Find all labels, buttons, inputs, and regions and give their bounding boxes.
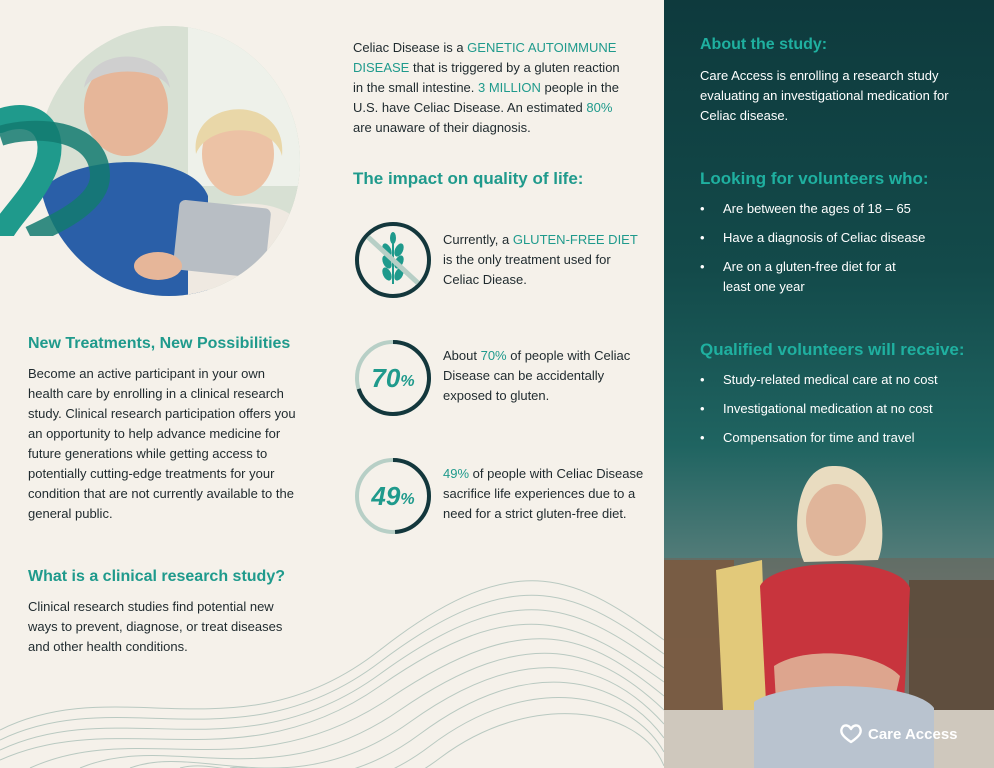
list-item: • Have a diagnosis of Celiac disease <box>700 228 980 248</box>
clinical-study-heading: What is a clinical research study? <box>28 568 285 585</box>
receive-heading: Qualified volunteers will receive: <box>700 340 965 359</box>
receive-list <box>700 370 980 448</box>
care-access-brand <box>840 724 958 744</box>
impact-heading: The impact on quality of life: <box>353 169 584 188</box>
about-study-heading: About the study: <box>700 36 828 53</box>
clinical-study-body: Clinical research studies find potential new ways to prevent, diagnose, or treat diseases and other health conditions. <box>28 599 283 654</box>
heart-ribbon-icon <box>0 96 110 236</box>
stat-accidental-exposure <box>353 338 653 422</box>
new-treatments-heading: New Treatments, New Possibilities <box>28 335 291 352</box>
woman-on-couch-photo <box>664 440 994 768</box>
stat-exposure-text: About 70% of people with Celiac Disease can be accidentally exposed to gluten. <box>443 348 631 403</box>
stat-gluten-free-text: Currently, a GLUTEN-FREE DIET is the only treatment used for Celiac Diease. <box>443 232 638 287</box>
stat-sacrifice-experiences <box>353 456 653 540</box>
stat-gluten-free-diet <box>353 220 653 304</box>
new-treatments-body: Become an active participant in your own health care by enrolling in a clinical research study. Clinical research participation offers you an opportunity to help advance medicine for future generations while getting access to potentially cutting-edge treatments for your condition that are not currently available to the general public. <box>28 366 296 521</box>
volunteers-list <box>700 199 980 297</box>
list-item: • Study-related medical care at no cost <box>700 370 980 390</box>
list-item: • Compensation for time and travel <box>700 428 980 448</box>
ring-value-70: 70 % <box>371 362 415 393</box>
brand-name: Care Access <box>868 725 958 743</box>
celiac-intro: Celiac Disease is a GENETIC AUTOIMMUNE DISEASE that is triggered by a gluten reaction in the small intestine. 3 MILLION people in the U.S. have Celiac Disease. An estimated 80% are unaware of their diagnosis. <box>353 40 620 135</box>
hero-photo <box>0 26 300 296</box>
heart-icon <box>840 724 862 744</box>
study-info-panel <box>664 0 994 768</box>
about-study-body: Care Access is enrolling a research study evaluating an investigational medication for Celiac disease. <box>700 68 949 123</box>
volunteers-heading: Looking for volunteers who: <box>700 169 929 188</box>
no-wheat-icon <box>353 220 433 300</box>
stat-sacrifice-text: 49% of people with Celiac Disease sacrifice life experiences due to a need for a strict gluten-free diet. <box>443 466 644 521</box>
list-item: • Are between the ages of 18 – 65 <box>700 199 980 219</box>
list-item: • Investigational medication at no cost <box>700 399 980 419</box>
ring-value-49: 49 % <box>371 480 415 511</box>
list-item: • Are on a gluten-free diet for at least one year <box>700 257 900 297</box>
